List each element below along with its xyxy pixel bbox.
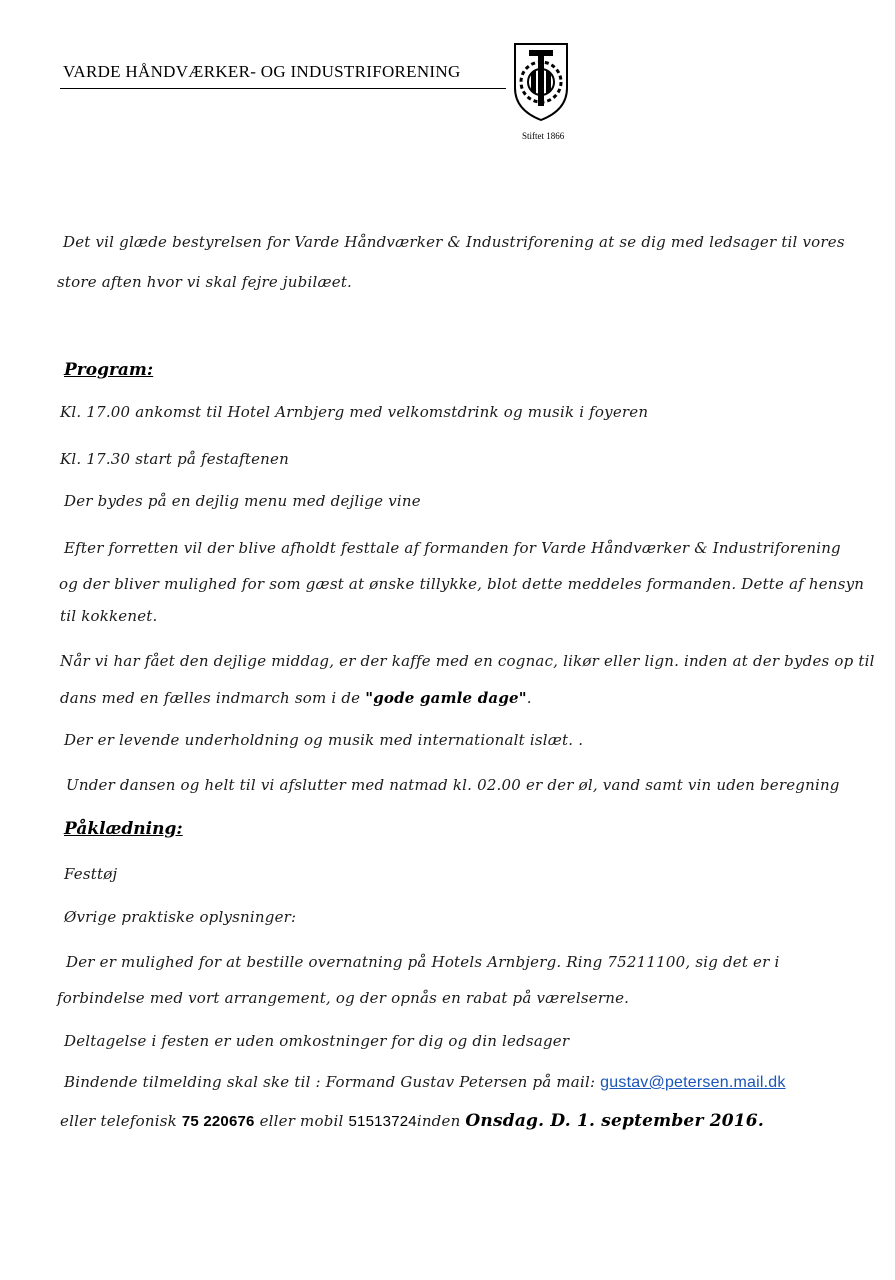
phone-prefix: eller telefonisk: [60, 1112, 177, 1130]
dress-code-heading: Påklædning:: [64, 819, 183, 839]
program-item-start: Kl. 17.30 start på festaftenen: [60, 450, 289, 468]
program-heading: Program:: [64, 360, 154, 380]
signup-text: Bindende tilmelding skal ske til : Formand Gustav Petersen på mail:: [64, 1073, 596, 1091]
dress-code-value: Festtøj: [64, 865, 118, 883]
hotel-info-line-2: forbindelse med vort arrangement, og der opnås en rabat på værelserne.: [57, 989, 630, 1007]
intro-line-2: store aften hvor vi skal fejre jubilæet.: [57, 273, 353, 291]
signup-line: [64, 1073, 786, 1092]
mobile-prefix: eller mobil: [259, 1112, 344, 1130]
mobile-number: 51513724: [348, 1113, 417, 1130]
program-item-speech-line-2: og der bliver mulighed for som gæst at ønske tillykke, blot dette meddeles formanden. Dette af hensyn: [59, 575, 865, 593]
program-item-drinks: Under dansen og helt til vi afslutter med natmad kl. 02.00 er der øl, vand samt vin uden beregning: [66, 776, 840, 794]
program-item-coffee-line-1: Når vi har fået den dejlige middag, er der kaffe med en cognac, likør eller lign. inden at der bydes op til: [60, 652, 875, 670]
program-item-arrival: Kl. 17.00 ankomst til Hotel Arnbjerg med velkomstdrink og musik i foyeren: [60, 403, 649, 421]
program-item-menu: Der bydes på en dejlig menu med dejlige vine: [64, 492, 421, 510]
good-old-days-emphasis: "gode gamle dage": [365, 689, 527, 707]
phone-number: 75 220676: [181, 1113, 255, 1130]
dance-text: dans med en fælles indmarch som i de: [60, 689, 361, 707]
practical-info-heading: Øvrige praktiske oplysninger:: [64, 908, 297, 926]
guild-shield-logo: [511, 40, 571, 122]
before-text: inden: [416, 1112, 461, 1130]
program-item-coffee-line-2: [60, 689, 532, 707]
intro-line-1: Det vil glæde bestyrelsen for Varde Håndværker & Industriforening at se dig med ledsager til vores: [63, 233, 845, 251]
header-rule: [60, 88, 506, 89]
founded-year: Stiftet 1866: [522, 131, 565, 141]
hotel-info-line-1: Der er mulighed for at bestille overnatning på Hotels Arnbjerg. Ring 75211100, sig det er i: [66, 953, 780, 971]
deadline-end: .: [757, 1111, 764, 1131]
organization-name: VARDE HÅNDVÆRKER- OG INDUSTRIFORENING: [63, 62, 461, 81]
dance-end: .: [526, 689, 532, 707]
email-link[interactable]: gustav@petersen.mail.dk: [600, 1074, 786, 1091]
program-item-entertainment: Der er levende underholdning og musik med internationalt islæt. .: [64, 731, 584, 749]
cost-info: Deltagelse i festen er uden omkostninger for dig og din ledsager: [64, 1032, 570, 1050]
program-item-speech-line-3: til kokkenet.: [60, 607, 158, 625]
contact-line: [60, 1111, 764, 1131]
program-item-speech-line-1: Efter forretten vil der blive afholdt festtale af formanden for Varde Håndværker & Industriforening: [64, 539, 841, 557]
signup-deadline: Onsdag. D. 1. september 2016: [465, 1111, 758, 1131]
